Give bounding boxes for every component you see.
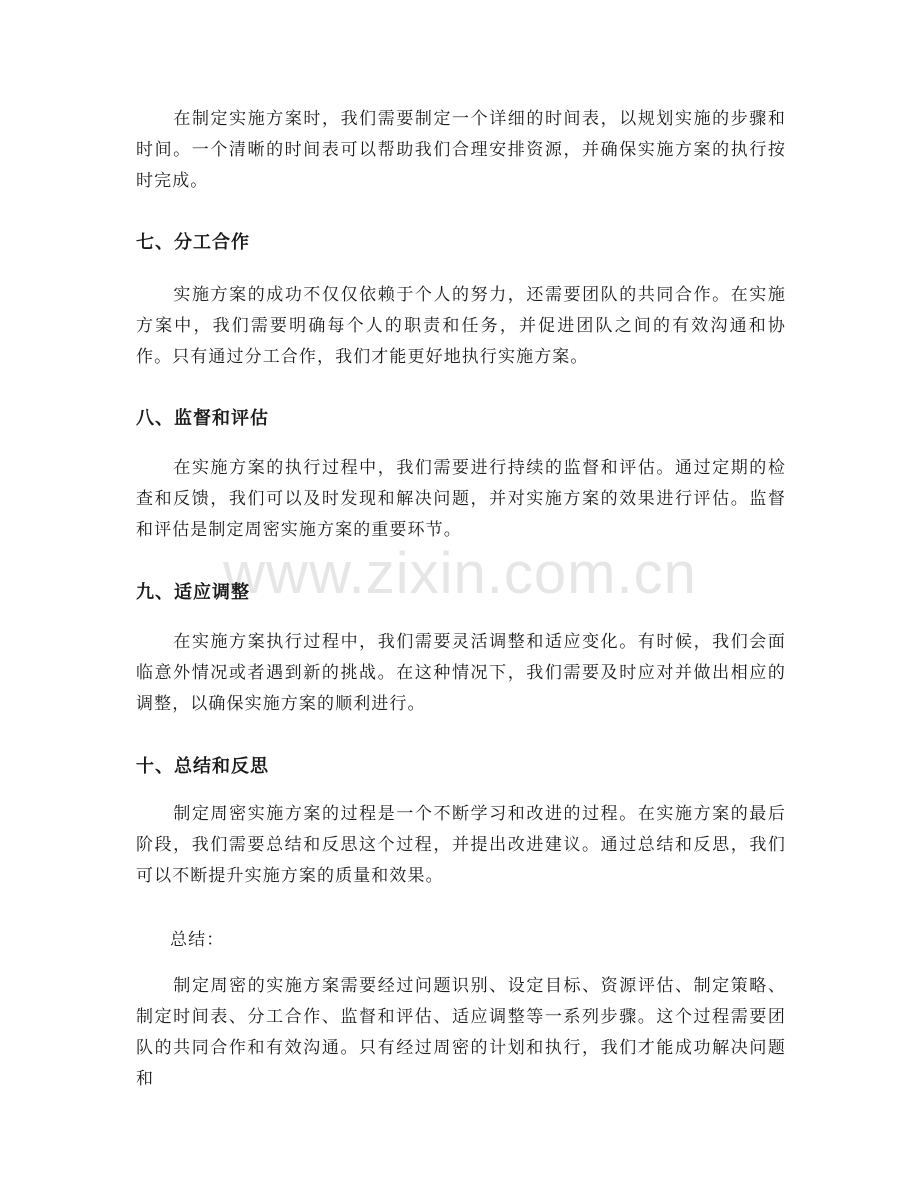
paragraph-section-10: 制定周密实施方案的过程是一个不断学习和改进的过程。在实施方案的最后阶段，我们需要总结和反思这个过程，并提出改进建议。通过总结和反思，我们可以不断提升实施方案的质量和效果。	[136, 804, 786, 886]
watermark: www.zixin.com.cn	[223, 541, 697, 606]
heading-section-8: 八、监督和评估	[136, 408, 269, 429]
paragraph-timeline: 在制定实施方案时，我们需要制定一个详细的时间表，以规划实施的步骤和时间。一个清晰的时间表可以帮助我们合理安排资源，并确保实施方案的执行按时完成。	[136, 109, 786, 191]
heading-section-9: 九、适应调整	[136, 582, 250, 603]
heading-section-10: 十、总结和反思	[136, 756, 269, 777]
paragraph-section-8: 在实施方案的执行过程中，我们需要进行持续的监督和评估。通过定期的检查和反馈，我们可以及时发现和解决问题，并对实施方案的效果进行评估。监督和评估是制定周密实施方案的重要环节。	[136, 458, 786, 540]
paragraph-section-7: 实施方案的成功不仅仅依赖于个人的努力，还需要团队的共同合作。在实施方案中，我们需要明确每个人的职责和任务，并促进团队之间的有效沟通和协作。只有通过分工合作，我们才能更好地执行实施方案。	[136, 285, 786, 367]
paragraph-section-9: 在实施方案执行过程中，我们需要灵活调整和适应变化。有时候，我们会面临意外情况或者遇到新的挑战。在这种情况下，我们需要及时应对并做出相应的调整，以确保实施方案的顺利进行。	[136, 632, 786, 714]
paragraph-summary: 制定周密的实施方案需要经过问题识别、设定目标、资源评估、制定策略、制定时间表、分工合作、监督和评估、适应调整等一系列步骤。这个过程需要团队的共同合作和有效沟通。只有经过周密的计划和执行，我们才能成功解决问题和	[136, 976, 786, 1089]
heading-section-7: 七、分工合作	[136, 232, 250, 253]
summary-label: 总结：	[170, 930, 225, 950]
